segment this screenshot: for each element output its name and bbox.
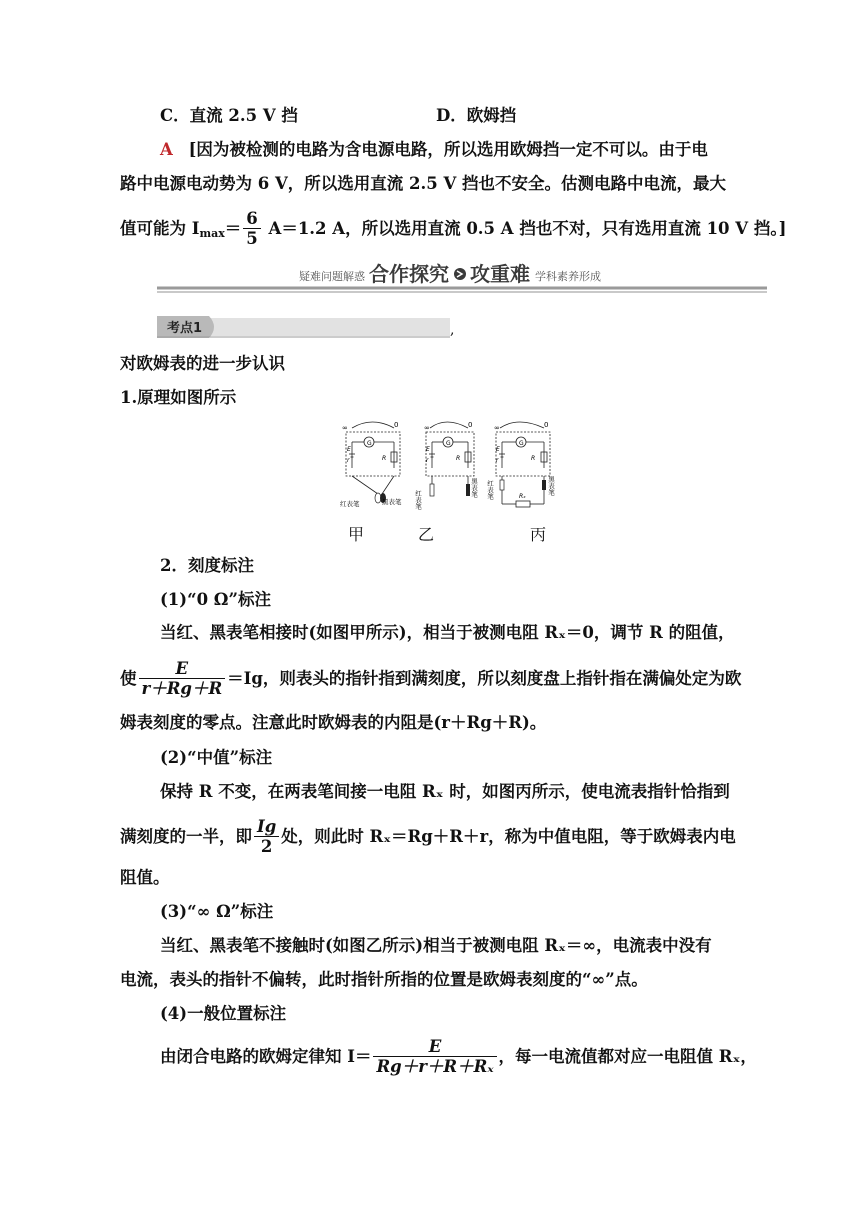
- bing-R: R: [531, 455, 536, 462]
- answer-text-3b: A＝1.2 A，所以选用直流 0.5 A 挡也不对，只有选用直流 10 V 挡。]: [262, 219, 787, 238]
- s2-title: (2)“中值”标注: [160, 748, 273, 767]
- caption-yi: 乙: [418, 525, 435, 544]
- s2-para-3: 阻值。: [120, 868, 170, 887]
- s4-fraction: [373, 1038, 496, 1077]
- jia-black-pen: 黑表笔: [382, 498, 402, 506]
- bing-r: r: [496, 457, 499, 464]
- section-title: 对欧姆表的进一步认识: [120, 354, 285, 373]
- banner-right-text: 学科素养形成: [535, 270, 601, 283]
- item-1: 1.原理如图所示: [120, 388, 237, 407]
- answer-text-1: [因为被检测的电路为含电源电路，所以选用欧姆挡一定不可以。由于电: [188, 140, 708, 159]
- s1-title: (1)“0 Ω”标注: [160, 590, 271, 609]
- answer-sub-max: max: [199, 227, 225, 240]
- jia-g: G: [367, 440, 372, 447]
- answer-line-1: [160, 138, 740, 162]
- yi-zero: 0: [468, 421, 473, 429]
- answer-text-3a: 值可能为 I: [120, 219, 200, 238]
- banner-left-text: 疑难问题解惑: [299, 270, 365, 283]
- yi-r: r: [426, 457, 429, 464]
- s2-para-1: 保持 R 不变，在两表笔间接一电阻 Rₓ 时，如图丙所示，使电流表指针恰指到: [160, 782, 730, 801]
- banner-main-1: 合作探究: [369, 262, 449, 286]
- s4-frac-num: E: [373, 1038, 496, 1057]
- s4-pre: 由闭合电路的欧姆定律知 I＝: [160, 1047, 372, 1066]
- s1-para-1: 当红、黑表笔相接时(如图甲所示)，相当于被测电阻 Rₓ＝0，调节 R 的阻值，: [160, 623, 735, 642]
- option-d: D．欧姆挡: [436, 106, 517, 125]
- s1-frac-num: E: [139, 660, 226, 679]
- kaodian-label: 考点1: [167, 321, 203, 336]
- answer-line-3: [120, 209, 787, 249]
- jia-e: E: [347, 446, 351, 453]
- caption-jia: 甲: [348, 525, 365, 544]
- s1-frac-den: r＋Rg＋R: [141, 679, 223, 698]
- bing-zero: 0: [544, 421, 549, 429]
- s3-title: (3)“∞ Ω”标注: [160, 902, 274, 921]
- option-c: C．直流 2.5 V 挡: [160, 106, 298, 125]
- s1-fraction: [139, 660, 226, 699]
- yi-red-pen: 红表笔: [414, 490, 422, 510]
- s4-para-1: [160, 1037, 757, 1077]
- s2-fraction: [254, 818, 279, 857]
- answer-frac-den: 5: [246, 229, 258, 248]
- bing-inf: ∞: [494, 424, 500, 432]
- s1-para-3: 姆表刻度的零点。注意此时欧姆表的内阻是(r＋Rg＋R)。: [120, 713, 547, 732]
- bing-e: E: [496, 446, 500, 453]
- answer-fraction: [243, 210, 260, 249]
- jia-inf: ∞: [342, 424, 348, 432]
- s3-para-2: 电流，表头的指针不偏转，此时指针所指的位置是欧姆表刻度的“∞”点。: [120, 970, 648, 989]
- jia-red-pen: 红表笔: [340, 500, 360, 508]
- section-banner: [157, 258, 767, 294]
- kaodian-tag: [157, 316, 450, 338]
- s4-post: ，每一电流值都对应一电阻值 Rₓ，: [498, 1047, 757, 1066]
- answer-line-2: 路中电源电动势为 6 V，所以选用直流 2.5 V 挡也不安全。估测电路中电流，最大: [120, 174, 727, 193]
- item-2: 2．刻度标注: [160, 556, 254, 575]
- s3-para-1: 当红、黑表笔不接触时(如图乙所示)相当于被测电阻 Rₓ＝∞，电流表中没有: [160, 936, 712, 955]
- yi-R: R: [456, 455, 461, 462]
- s1-post: ＝Ig，则表头的指针指到满刻度，所以刻度盘上指针指在满偏处定为欧: [227, 669, 742, 688]
- answer-letter: A: [160, 140, 173, 159]
- banner-main-2: 攻重难: [470, 262, 530, 286]
- jia-r: r: [347, 457, 350, 464]
- circuit-jia: [346, 422, 400, 494]
- yi-e: E: [426, 446, 430, 453]
- s1-pre: 使: [120, 669, 137, 688]
- bing-black-pen: 黑表笔: [547, 476, 555, 496]
- s4-frac-den: Rg＋r＋R＋Rₓ: [376, 1057, 494, 1076]
- bing-red-pen: 红表笔: [486, 480, 494, 500]
- s2-frac-num: Ig: [254, 818, 279, 837]
- yi-g: G: [446, 440, 451, 447]
- yi-black-pen: 黑表笔: [470, 478, 478, 498]
- s2-pre: 满刻度的一半，即: [120, 827, 252, 846]
- bing-g: G: [519, 440, 524, 447]
- s4-title: (4)一般位置标注: [160, 1004, 287, 1023]
- s2-frac-den: 2: [260, 837, 273, 856]
- s2-para-2: [120, 818, 740, 857]
- answer-frac-num: 6: [243, 210, 260, 229]
- caption-bing: 丙: [530, 525, 547, 544]
- jia-R: R: [382, 455, 387, 462]
- s2-post: 处，则此时 Rₓ＝Rg＋R＋r，称为中值电阻，等于欧姆表内电: [281, 827, 736, 846]
- bing-rx: Rₓ: [519, 493, 526, 500]
- banner-dot-icon: [454, 268, 466, 280]
- jia-zero: 0: [394, 421, 399, 429]
- circuit-yi: [426, 422, 474, 484]
- s1-para-2: [120, 660, 740, 699]
- yi-inf: ∞: [424, 424, 430, 432]
- answer-eq: ＝: [224, 219, 242, 238]
- ohmmeter-circuit-diagrams: [338, 418, 562, 514]
